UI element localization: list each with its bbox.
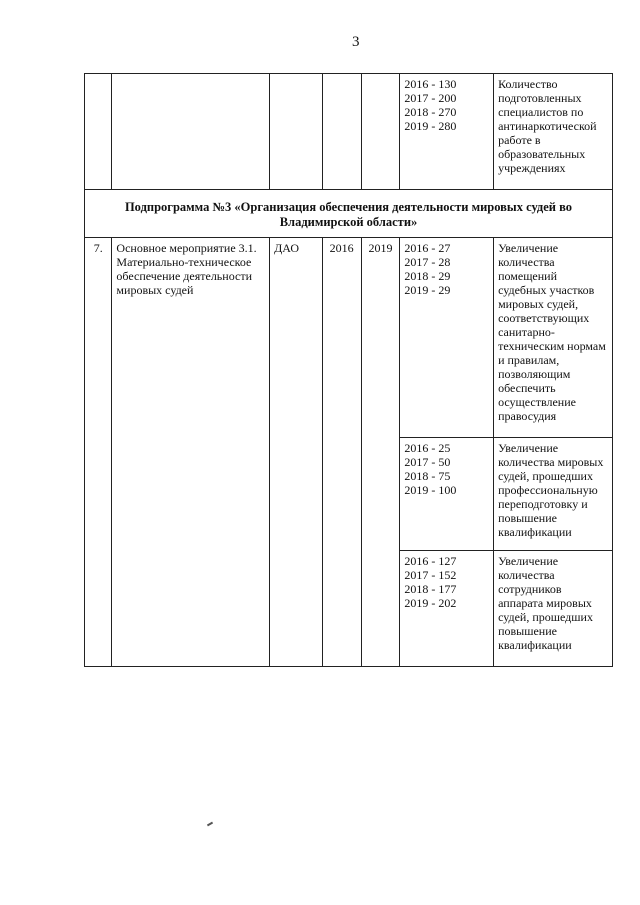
- item-start-year: 2016: [322, 238, 361, 667]
- target-value: 2018 - 75: [404, 469, 451, 483]
- target-value: 2017 - 50: [404, 455, 451, 469]
- subprogram-title: Подпрограмма №3 «Организация обеспечения деятельности мировых судей во Владимирской области»: [85, 190, 613, 238]
- item-name: Основное мероприятие 3.1. Материально-техническое обеспечение деятельности мировых судей: [112, 238, 270, 667]
- cell-executor: [270, 74, 323, 190]
- table-row: [85, 238, 613, 438]
- cell-start-year: [322, 74, 361, 190]
- cell-indicator: Увеличение количества сотрудников аппарата мировых судей, прошедших повышение квалификации: [494, 551, 613, 667]
- cell-indicator: Количество подготовленных специалистов по антинаркотической работе в образовательных учреждениях: [494, 74, 613, 190]
- item-end-year: 2019: [361, 238, 400, 667]
- cell-target-values: [400, 238, 494, 438]
- cell-name: [112, 74, 270, 190]
- target-value: 2017 - 152: [404, 568, 457, 582]
- item-executor: ДАО: [270, 238, 323, 667]
- item-number: 7.: [85, 238, 112, 667]
- target-value: 2017 - 200: [404, 91, 457, 105]
- page-number: 3: [352, 34, 360, 50]
- target-value: 2016 - 130: [404, 77, 457, 91]
- target-value: 2016 - 25: [404, 441, 451, 455]
- cell-target-values: [400, 551, 494, 667]
- cell-end-year: [361, 74, 400, 190]
- cell-indicator: Увеличение количества помещений судебных участков мировых судей, соответствующих санитарно-техническим нормам и правилам, позволяющим обеспечить осуществление правосудия: [494, 238, 613, 438]
- target-value: 2019 - 280: [404, 119, 457, 133]
- target-value: 2019 - 100: [404, 483, 457, 497]
- cell-number: [85, 74, 112, 190]
- cell-target-values: [400, 438, 494, 551]
- target-value: 2019 - 202: [404, 596, 457, 610]
- target-value: 2018 - 177: [404, 582, 457, 596]
- target-value: 2016 - 127: [404, 554, 457, 568]
- cell-indicator: Увеличение количества мировых судей, прошедших профессиональную переподготовку и повышение квалификации: [494, 438, 613, 551]
- section-header-row: [85, 190, 613, 238]
- stray-mark: [207, 822, 213, 827]
- cell-target-values: [400, 74, 494, 190]
- target-value: 2019 - 29: [404, 283, 451, 297]
- target-value: 2017 - 28: [404, 255, 451, 269]
- target-value: 2018 - 29: [404, 269, 451, 283]
- target-value: 2016 - 27: [404, 241, 451, 255]
- table-row-continued: [85, 74, 613, 190]
- program-table: [84, 73, 613, 667]
- target-value: 2018 - 270: [404, 105, 457, 119]
